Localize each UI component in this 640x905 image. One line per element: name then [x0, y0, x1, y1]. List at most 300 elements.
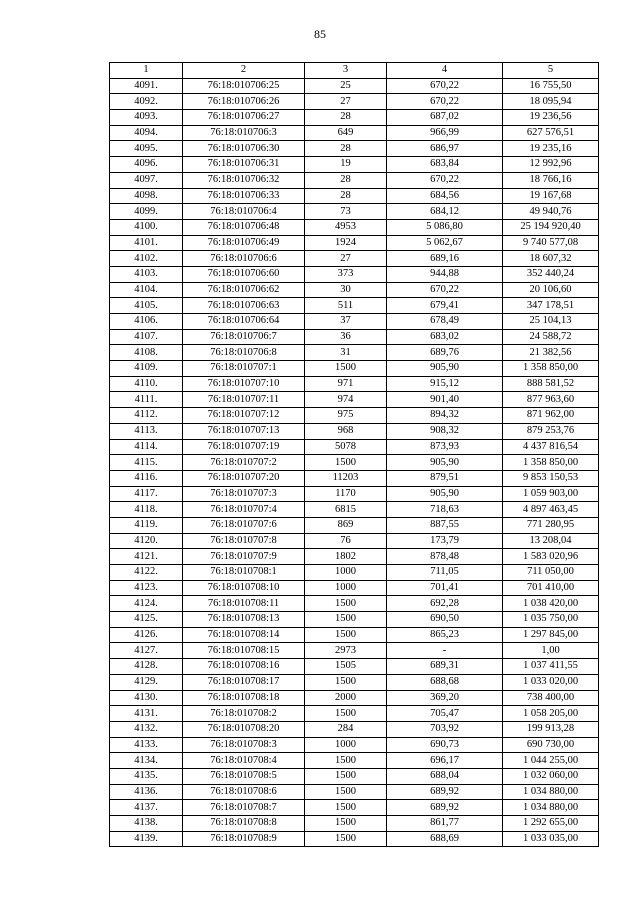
- unit-value-cell: 861,77: [387, 816, 503, 832]
- total-value-cell: 738 400,00: [503, 690, 599, 706]
- unit-value-cell: 687,02: [387, 110, 503, 126]
- row-number-cell: 4094.: [110, 125, 183, 141]
- area-cell: 1500: [305, 627, 387, 643]
- table-row: [110, 455, 599, 471]
- table-row: [110, 706, 599, 722]
- total-value-cell: 1 044 255,00: [503, 753, 599, 769]
- unit-value-cell: 678,49: [387, 314, 503, 330]
- row-number-cell: 4091.: [110, 78, 183, 94]
- area-cell: 1500: [305, 361, 387, 377]
- table-row: [110, 157, 599, 173]
- page-number: 85: [314, 27, 326, 41]
- row-number-cell: 4120.: [110, 533, 183, 549]
- row-number-cell: 4104.: [110, 282, 183, 298]
- table-row: [110, 831, 599, 847]
- table-row: [110, 517, 599, 533]
- unit-value-cell: 905,90: [387, 486, 503, 502]
- total-value-cell: 18 095,94: [503, 94, 599, 110]
- row-number-cell: 4092.: [110, 94, 183, 110]
- area-cell: 1500: [305, 674, 387, 690]
- unit-value-cell: 689,16: [387, 251, 503, 267]
- unit-value-cell: 966,99: [387, 125, 503, 141]
- row-number-cell: 4130.: [110, 690, 183, 706]
- table-header: [110, 63, 599, 79]
- total-value-cell: 871 962,00: [503, 408, 599, 424]
- cadastral-number-cell: 76:18:010706:7: [183, 329, 305, 345]
- area-cell: 1500: [305, 831, 387, 847]
- total-value-cell: 1,00: [503, 643, 599, 659]
- cadastral-number-cell: 76:18:010706:30: [183, 141, 305, 157]
- table-row: [110, 251, 599, 267]
- table-row: [110, 188, 599, 204]
- header-cell-5: 5: [503, 63, 599, 79]
- unit-value-cell: 679,41: [387, 298, 503, 314]
- header-cell-2: 2: [183, 63, 305, 79]
- table-row: [110, 486, 599, 502]
- row-number-cell: 4107.: [110, 329, 183, 345]
- row-number-cell: 4117.: [110, 486, 183, 502]
- total-value-cell: 690 730,00: [503, 737, 599, 753]
- unit-value-cell: 670,22: [387, 172, 503, 188]
- cadastral-number-cell: 76:18:010706:63: [183, 298, 305, 314]
- unit-value-cell: 865,23: [387, 627, 503, 643]
- row-number-cell: 4127.: [110, 643, 183, 659]
- total-value-cell: 1 037 411,55: [503, 659, 599, 675]
- row-number-cell: 4103.: [110, 266, 183, 282]
- row-number-cell: 4098.: [110, 188, 183, 204]
- cadastral-number-cell: 76:18:010706:4: [183, 204, 305, 220]
- total-value-cell: 1 358 850,00: [503, 361, 599, 377]
- total-value-cell: 877 963,60: [503, 392, 599, 408]
- table-row: [110, 204, 599, 220]
- total-value-cell: 19 236,56: [503, 110, 599, 126]
- row-number-cell: 4099.: [110, 204, 183, 220]
- area-cell: 28: [305, 110, 387, 126]
- unit-value-cell: 670,22: [387, 282, 503, 298]
- row-number-cell: 4128.: [110, 659, 183, 675]
- unit-value-cell: 894,32: [387, 408, 503, 424]
- unit-value-cell: 908,32: [387, 423, 503, 439]
- unit-value-cell: 690,50: [387, 612, 503, 628]
- total-value-cell: 21 382,56: [503, 345, 599, 361]
- unit-value-cell: 688,69: [387, 831, 503, 847]
- row-number-cell: 4118.: [110, 502, 183, 518]
- area-cell: 6815: [305, 502, 387, 518]
- area-cell: 11203: [305, 470, 387, 486]
- area-cell: 1500: [305, 753, 387, 769]
- total-value-cell: 25 104,13: [503, 314, 599, 330]
- cadastral-number-cell: 76:18:010706:6: [183, 251, 305, 267]
- area-cell: 974: [305, 392, 387, 408]
- table-row: [110, 94, 599, 110]
- row-number-cell: 4136.: [110, 784, 183, 800]
- cadastral-number-cell: 76:18:010707:11: [183, 392, 305, 408]
- row-number-cell: 4109.: [110, 361, 183, 377]
- total-value-cell: 888 581,52: [503, 376, 599, 392]
- row-number-cell: 4112.: [110, 408, 183, 424]
- total-value-cell: 1 032 060,00: [503, 768, 599, 784]
- area-cell: 27: [305, 251, 387, 267]
- total-value-cell: 1 033 035,00: [503, 831, 599, 847]
- area-cell: 1500: [305, 455, 387, 471]
- total-value-cell: 1 583 020,96: [503, 549, 599, 565]
- total-value-cell: 1 035 750,00: [503, 612, 599, 628]
- table-row: [110, 439, 599, 455]
- cadastral-number-cell: 76:18:010707:1: [183, 361, 305, 377]
- unit-value-cell: 689,76: [387, 345, 503, 361]
- cadastral-number-cell: 76:18:010707:20: [183, 470, 305, 486]
- total-value-cell: 49 940,76: [503, 204, 599, 220]
- row-number-cell: 4123.: [110, 580, 183, 596]
- table-row: [110, 172, 599, 188]
- unit-value-cell: 905,90: [387, 455, 503, 471]
- unit-value-cell: 5 062,67: [387, 235, 503, 251]
- table-row: [110, 282, 599, 298]
- table-row: [110, 565, 599, 581]
- row-number-cell: 4119.: [110, 517, 183, 533]
- total-value-cell: 352 440,24: [503, 266, 599, 282]
- total-value-cell: 879 253,76: [503, 423, 599, 439]
- unit-value-cell: 944,88: [387, 266, 503, 282]
- unit-value-cell: 696,17: [387, 753, 503, 769]
- total-value-cell: 199 913,28: [503, 721, 599, 737]
- total-value-cell: 1 058 205,00: [503, 706, 599, 722]
- unit-value-cell: 705,47: [387, 706, 503, 722]
- unit-value-cell: 670,22: [387, 78, 503, 94]
- table-row: [110, 800, 599, 816]
- total-value-cell: 12 992,96: [503, 157, 599, 173]
- table-row: [110, 721, 599, 737]
- area-cell: 1000: [305, 737, 387, 753]
- unit-value-cell: 692,28: [387, 596, 503, 612]
- row-number-cell: 4121.: [110, 549, 183, 565]
- cadastral-number-cell: 76:18:010707:10: [183, 376, 305, 392]
- area-cell: 27: [305, 94, 387, 110]
- row-number-cell: 4095.: [110, 141, 183, 157]
- table-row: [110, 816, 599, 832]
- area-cell: 1500: [305, 800, 387, 816]
- cadastral-number-cell: 76:18:010708:5: [183, 768, 305, 784]
- total-value-cell: 18 607,32: [503, 251, 599, 267]
- cadastral-number-cell: 76:18:010707:6: [183, 517, 305, 533]
- unit-value-cell: 873,93: [387, 439, 503, 455]
- unit-value-cell: 689,92: [387, 800, 503, 816]
- row-number-cell: 4105.: [110, 298, 183, 314]
- row-number-cell: 4126.: [110, 627, 183, 643]
- unit-value-cell: 879,51: [387, 470, 503, 486]
- area-cell: 1500: [305, 706, 387, 722]
- area-cell: 73: [305, 204, 387, 220]
- cadastral-number-cell: 76:18:010706:62: [183, 282, 305, 298]
- table-row: [110, 753, 599, 769]
- row-number-cell: 4129.: [110, 674, 183, 690]
- row-number-cell: 4115.: [110, 455, 183, 471]
- table-row: [110, 376, 599, 392]
- unit-value-cell: 688,68: [387, 674, 503, 690]
- area-cell: 36: [305, 329, 387, 345]
- table-row: [110, 470, 599, 486]
- cadastral-number-cell: 76:18:010706:49: [183, 235, 305, 251]
- cadastral-number-cell: 76:18:010708:4: [183, 753, 305, 769]
- row-number-cell: 4131.: [110, 706, 183, 722]
- table-row: [110, 737, 599, 753]
- unit-value-cell: 689,31: [387, 659, 503, 675]
- area-cell: 28: [305, 172, 387, 188]
- total-value-cell: 20 106,60: [503, 282, 599, 298]
- total-value-cell: 1 034 880,00: [503, 800, 599, 816]
- row-number-cell: 4093.: [110, 110, 183, 126]
- area-cell: 1802: [305, 549, 387, 565]
- area-cell: 968: [305, 423, 387, 439]
- unit-value-cell: 703,92: [387, 721, 503, 737]
- table-row: [110, 235, 599, 251]
- unit-value-cell: 690,73: [387, 737, 503, 753]
- cadastral-number-cell: 76:18:010708:17: [183, 674, 305, 690]
- cadastral-number-cell: 76:18:010708:14: [183, 627, 305, 643]
- row-number-cell: 4111.: [110, 392, 183, 408]
- table-row: [110, 329, 599, 345]
- total-value-cell: 4 897 463,45: [503, 502, 599, 518]
- area-cell: 1500: [305, 816, 387, 832]
- unit-value-cell: 718,63: [387, 502, 503, 518]
- cadastral-number-cell: 76:18:010708:9: [183, 831, 305, 847]
- area-cell: 1500: [305, 612, 387, 628]
- table-row: [110, 533, 599, 549]
- row-number-cell: 4116.: [110, 470, 183, 486]
- cadastral-number-cell: 76:18:010706:27: [183, 110, 305, 126]
- area-cell: 28: [305, 141, 387, 157]
- row-number-cell: 4132.: [110, 721, 183, 737]
- table-row: [110, 659, 599, 675]
- header-cell-1: 1: [110, 63, 183, 79]
- cadastral-number-cell: 76:18:010708:20: [183, 721, 305, 737]
- total-value-cell: 701 410,00: [503, 580, 599, 596]
- cadastral-number-cell: 76:18:010708:7: [183, 800, 305, 816]
- row-number-cell: 4138.: [110, 816, 183, 832]
- area-cell: 2000: [305, 690, 387, 706]
- area-cell: 25: [305, 78, 387, 94]
- data-table: [109, 62, 599, 847]
- area-cell: 19: [305, 157, 387, 173]
- unit-value-cell: 905,90: [387, 361, 503, 377]
- table-row: [110, 408, 599, 424]
- cadastral-number-cell: 76:18:010708:16: [183, 659, 305, 675]
- total-value-cell: 1 038 420,00: [503, 596, 599, 612]
- total-value-cell: 16 755,50: [503, 78, 599, 94]
- total-value-cell: 1 033 020,00: [503, 674, 599, 690]
- total-value-cell: 25 194 920,40: [503, 219, 599, 235]
- area-cell: 1924: [305, 235, 387, 251]
- table-row: [110, 361, 599, 377]
- cadastral-number-cell: 76:18:010708:13: [183, 612, 305, 628]
- table-row: [110, 141, 599, 157]
- total-value-cell: 1 292 655,00: [503, 816, 599, 832]
- cadastral-number-cell: 76:18:010706:60: [183, 266, 305, 282]
- unit-value-cell: 887,55: [387, 517, 503, 533]
- table-row: [110, 612, 599, 628]
- area-cell: 76: [305, 533, 387, 549]
- unit-value-cell: 701,41: [387, 580, 503, 596]
- row-number-cell: 4135.: [110, 768, 183, 784]
- area-cell: 649: [305, 125, 387, 141]
- unit-value-cell: 683,02: [387, 329, 503, 345]
- table-row: [110, 298, 599, 314]
- total-value-cell: 627 576,51: [503, 125, 599, 141]
- total-value-cell: 9 853 150,53: [503, 470, 599, 486]
- row-number-cell: 4108.: [110, 345, 183, 361]
- header-cell-3: 3: [305, 63, 387, 79]
- total-value-cell: 711 050,00: [503, 565, 599, 581]
- row-number-cell: 4096.: [110, 157, 183, 173]
- area-cell: 373: [305, 266, 387, 282]
- cadastral-number-cell: 76:18:010706:64: [183, 314, 305, 330]
- table-row: [110, 266, 599, 282]
- area-cell: 1500: [305, 596, 387, 612]
- unit-value-cell: -: [387, 643, 503, 659]
- header-cell-4: 4: [387, 63, 503, 79]
- area-cell: 869: [305, 517, 387, 533]
- unit-value-cell: 173,79: [387, 533, 503, 549]
- cadastral-number-cell: 76:18:010707:9: [183, 549, 305, 565]
- table-row: [110, 768, 599, 784]
- row-number-cell: 4101.: [110, 235, 183, 251]
- total-value-cell: 1 034 880,00: [503, 784, 599, 800]
- table-body: [110, 78, 599, 847]
- total-value-cell: 771 280,95: [503, 517, 599, 533]
- row-number-cell: 4100.: [110, 219, 183, 235]
- area-cell: 971: [305, 376, 387, 392]
- total-value-cell: 9 740 577,08: [503, 235, 599, 251]
- table-row: [110, 580, 599, 596]
- total-value-cell: 4 437 816,54: [503, 439, 599, 455]
- cadastral-number-cell: 76:18:010707:3: [183, 486, 305, 502]
- cadastral-number-cell: 76:18:010706:25: [183, 78, 305, 94]
- cadastral-number-cell: 76:18:010706:32: [183, 172, 305, 188]
- unit-value-cell: 683,84: [387, 157, 503, 173]
- table-row: [110, 345, 599, 361]
- table-row: [110, 314, 599, 330]
- cadastral-number-cell: 76:18:010708:3: [183, 737, 305, 753]
- unit-value-cell: 878,48: [387, 549, 503, 565]
- cadastral-number-cell: 76:18:010706:48: [183, 219, 305, 235]
- area-cell: 28: [305, 188, 387, 204]
- row-number-cell: 4133.: [110, 737, 183, 753]
- area-cell: 1000: [305, 580, 387, 596]
- area-cell: 1000: [305, 565, 387, 581]
- unit-value-cell: 5 086,80: [387, 219, 503, 235]
- table-row: [110, 219, 599, 235]
- total-value-cell: 13 208,04: [503, 533, 599, 549]
- unit-value-cell: 670,22: [387, 94, 503, 110]
- area-cell: 284: [305, 721, 387, 737]
- cadastral-number-cell: 76:18:010708:11: [183, 596, 305, 612]
- area-cell: 975: [305, 408, 387, 424]
- area-cell: 2973: [305, 643, 387, 659]
- unit-value-cell: 684,56: [387, 188, 503, 204]
- cadastral-number-cell: 76:18:010707:19: [183, 439, 305, 455]
- table-row: [110, 502, 599, 518]
- area-cell: 31: [305, 345, 387, 361]
- row-number-cell: 4124.: [110, 596, 183, 612]
- cadastral-number-cell: 76:18:010706:3: [183, 125, 305, 141]
- table-row: [110, 674, 599, 690]
- row-number-cell: 4139.: [110, 831, 183, 847]
- row-number-cell: 4110.: [110, 376, 183, 392]
- table-row: [110, 784, 599, 800]
- area-cell: 37: [305, 314, 387, 330]
- row-number-cell: 4122.: [110, 565, 183, 581]
- total-value-cell: 1 059 903,00: [503, 486, 599, 502]
- cadastral-number-cell: 76:18:010706:8: [183, 345, 305, 361]
- total-value-cell: 24 588,72: [503, 329, 599, 345]
- area-cell: 1500: [305, 784, 387, 800]
- cadastral-number-cell: 76:18:010706:26: [183, 94, 305, 110]
- unit-value-cell: 689,92: [387, 784, 503, 800]
- area-cell: 1500: [305, 768, 387, 784]
- row-number-cell: 4137.: [110, 800, 183, 816]
- unit-value-cell: 901,40: [387, 392, 503, 408]
- row-number-cell: 4113.: [110, 423, 183, 439]
- cadastral-number-cell: 76:18:010708:1: [183, 565, 305, 581]
- row-number-cell: 4106.: [110, 314, 183, 330]
- total-value-cell: 1 358 850,00: [503, 455, 599, 471]
- table-row: [110, 125, 599, 141]
- cadastral-number-cell: 76:18:010706:33: [183, 188, 305, 204]
- cadastral-number-cell: 76:18:010708:2: [183, 706, 305, 722]
- unit-value-cell: 369,20: [387, 690, 503, 706]
- table-row: [110, 110, 599, 126]
- unit-value-cell: 688,04: [387, 768, 503, 784]
- table-row: [110, 78, 599, 94]
- row-number-cell: 4102.: [110, 251, 183, 267]
- total-value-cell: 1 297 845,00: [503, 627, 599, 643]
- cadastral-number-cell: 76:18:010708:10: [183, 580, 305, 596]
- table-row: [110, 392, 599, 408]
- total-value-cell: 347 178,51: [503, 298, 599, 314]
- row-number-cell: 4134.: [110, 753, 183, 769]
- table-row: [110, 596, 599, 612]
- area-cell: 1170: [305, 486, 387, 502]
- area-cell: 5078: [305, 439, 387, 455]
- unit-value-cell: 915,12: [387, 376, 503, 392]
- cadastral-number-cell: 76:18:010707:8: [183, 533, 305, 549]
- table-row: [110, 643, 599, 659]
- area-cell: 1505: [305, 659, 387, 675]
- table-row: [110, 627, 599, 643]
- area-cell: 30: [305, 282, 387, 298]
- table-row: [110, 423, 599, 439]
- row-number-cell: 4097.: [110, 172, 183, 188]
- cadastral-number-cell: 76:18:010708:8: [183, 816, 305, 832]
- table-row: [110, 690, 599, 706]
- area-cell: 511: [305, 298, 387, 314]
- unit-value-cell: 711,05: [387, 565, 503, 581]
- total-value-cell: 19 235,16: [503, 141, 599, 157]
- cadastral-number-cell: 76:18:010708:18: [183, 690, 305, 706]
- table-row: [110, 549, 599, 565]
- header-row: [110, 63, 599, 79]
- unit-value-cell: 686,97: [387, 141, 503, 157]
- cadastral-number-cell: 76:18:010706:31: [183, 157, 305, 173]
- row-number-cell: 4125.: [110, 612, 183, 628]
- cadastral-number-cell: 76:18:010708:15: [183, 643, 305, 659]
- cadastral-number-cell: 76:18:010707:2: [183, 455, 305, 471]
- unit-value-cell: 684,12: [387, 204, 503, 220]
- cadastral-number-cell: 76:18:010707:4: [183, 502, 305, 518]
- cadastral-number-cell: 76:18:010707:12: [183, 408, 305, 424]
- total-value-cell: 19 167,68: [503, 188, 599, 204]
- row-number-cell: 4114.: [110, 439, 183, 455]
